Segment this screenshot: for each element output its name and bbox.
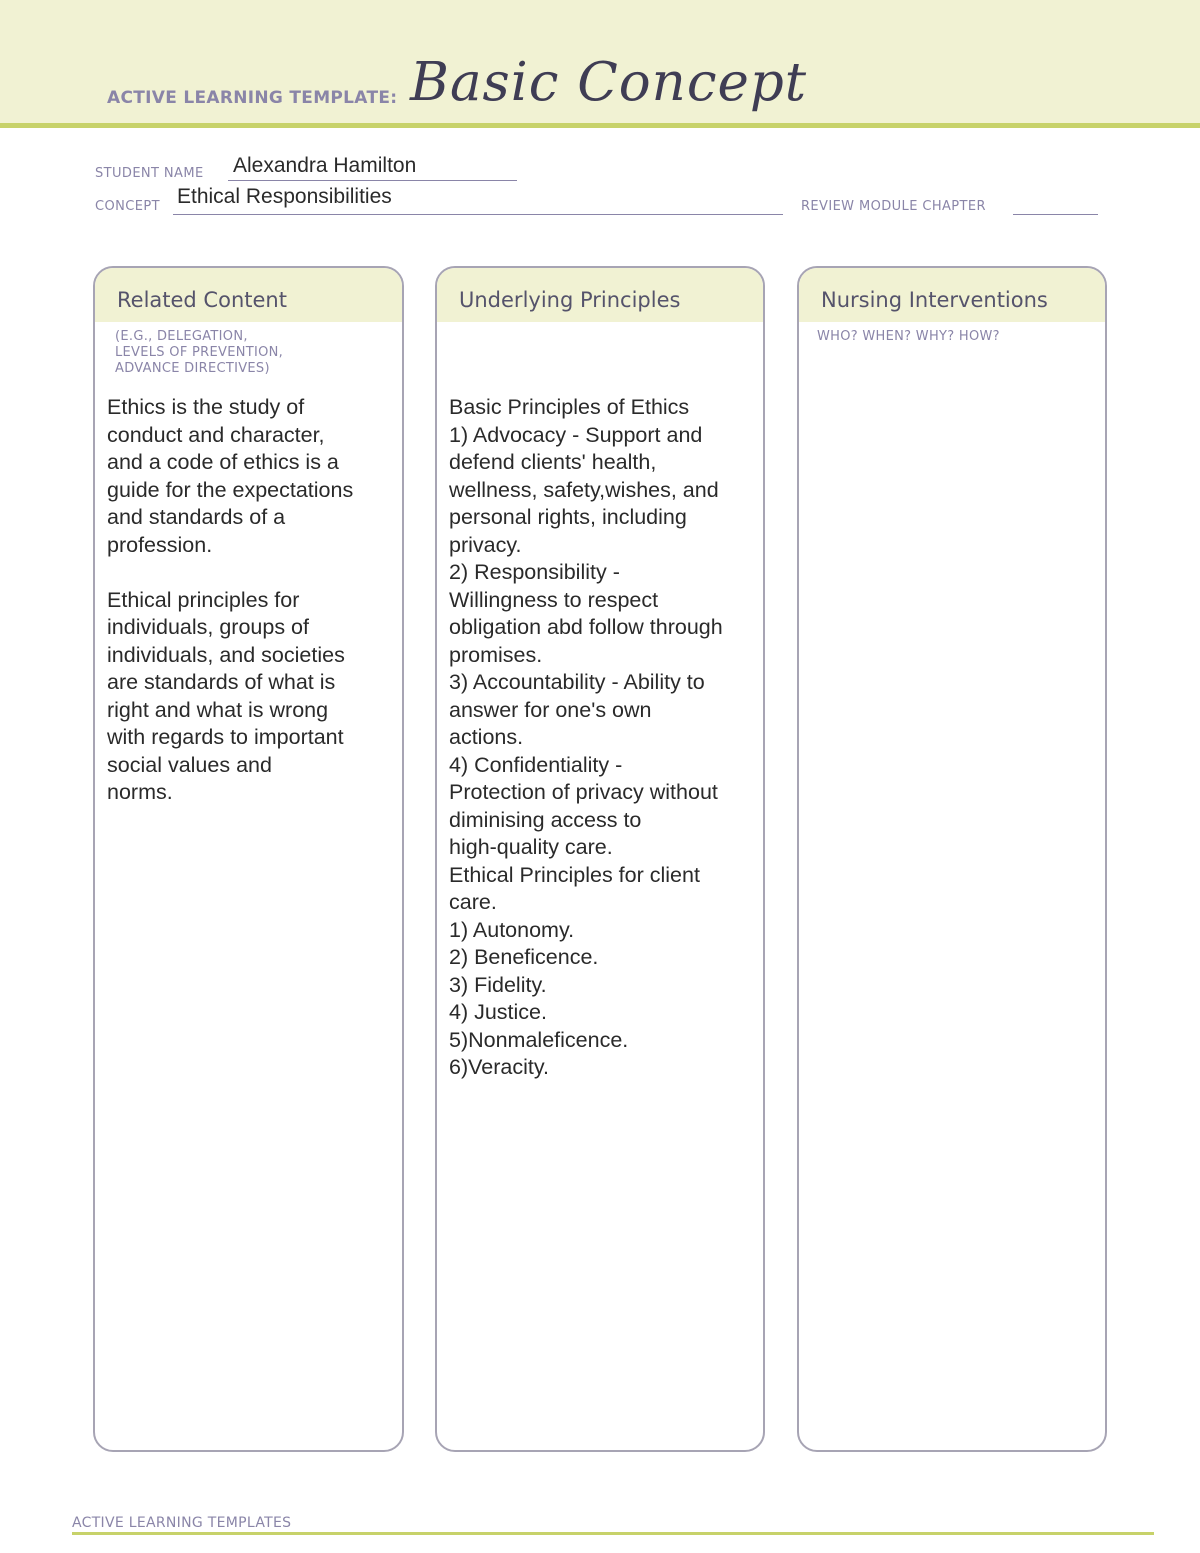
text-line: Willingness to respect xyxy=(449,587,659,612)
review-module-line xyxy=(1013,214,1098,215)
text-line: answer for one's own xyxy=(449,697,652,722)
text-line: guide for the expectations xyxy=(107,477,354,502)
text-line: with regards to important xyxy=(107,725,344,749)
related-content-card xyxy=(93,266,404,1452)
text-line: individuals, groups of xyxy=(107,615,309,639)
text-line: Ethical principles for xyxy=(107,587,300,612)
text-line: obligation abd follow through xyxy=(449,615,723,639)
template-title: Basic Concept xyxy=(410,52,808,113)
text-line: defend clients' health, xyxy=(449,450,657,474)
text-line: 2) Responsibility - xyxy=(449,560,620,584)
related-content-text[interactable] xyxy=(107,394,394,807)
text-line: high-quality care. xyxy=(449,835,613,859)
text-line: diminising access to xyxy=(449,807,642,832)
subtitle-line: (E.G., DELEGATION, xyxy=(115,329,248,344)
nursing-interventions-text[interactable] xyxy=(811,394,1097,1424)
student-name-line xyxy=(228,180,517,181)
text-line: wellness, safety,wishes, and xyxy=(449,477,719,502)
text-line: Ethical Principles for client xyxy=(449,862,700,887)
text-line: 3) Accountability - Ability to xyxy=(449,670,705,694)
template-label: ACTIVE LEARNING TEMPLATE: xyxy=(107,88,398,108)
text-line: and standards of a xyxy=(107,505,286,529)
text-line: 4) Justice. xyxy=(449,1000,547,1024)
concept-line xyxy=(173,214,783,215)
related-content-subtitle xyxy=(115,329,283,377)
text-line: profession. xyxy=(107,532,213,557)
concept-label: CONCEPT xyxy=(95,199,160,214)
text-line: Protection of privacy without xyxy=(449,780,718,804)
text-line: social values and xyxy=(107,752,272,777)
text-line: individuals, and societies xyxy=(107,642,345,667)
subtitle-line: LEVELS OF PREVENTION, xyxy=(115,345,284,360)
text-line: norms. xyxy=(107,780,173,804)
student-name-label: STUDENT NAME xyxy=(95,166,204,181)
subtitle-line: ADVANCE DIRECTIVES) xyxy=(115,361,270,376)
text-line: conduct and character, xyxy=(107,422,325,447)
underlying-principles-card xyxy=(435,266,765,1452)
text-line: and a code of ethics is a xyxy=(107,450,339,474)
text-line: 2) Beneficence. xyxy=(449,945,599,969)
student-name-field[interactable]: Alexandra Hamilton xyxy=(233,154,417,177)
text-line: privacy. xyxy=(449,532,522,557)
footer-label: ACTIVE LEARNING TEMPLATES xyxy=(72,1515,292,1531)
text-line: promises. xyxy=(449,642,543,667)
underlying-principles-title: Underlying Principles xyxy=(459,288,681,312)
text-line: 5)Nonmaleficence. xyxy=(449,1027,629,1052)
text-line: Basic Principles of Ethics xyxy=(449,395,690,419)
review-module-label: REVIEW MODULE CHAPTER xyxy=(801,199,986,214)
text-line: are standards of what is xyxy=(107,670,336,694)
text-line: 4) Confidentiality - xyxy=(449,752,623,777)
concept-field[interactable]: Ethical Responsibilities xyxy=(177,185,392,208)
text-line xyxy=(107,559,394,587)
underlying-principles-text[interactable] xyxy=(449,394,755,1082)
header-divider xyxy=(0,123,1200,128)
text-line: 1) Advocacy - Support and xyxy=(449,422,703,447)
text-line: care. xyxy=(449,890,497,914)
text-line: right and what is wrong xyxy=(107,697,329,722)
nursing-interventions-card xyxy=(797,266,1107,1452)
footer-divider xyxy=(72,1532,1154,1535)
text-line: 3) Fidelity. xyxy=(449,972,547,997)
text-line: personal rights, including xyxy=(449,505,687,529)
related-content-title: Related Content xyxy=(117,288,287,312)
text-line: 1) Autonomy. xyxy=(449,917,575,942)
text-line: 6)Veracity. xyxy=(449,1055,549,1079)
text-line: actions. xyxy=(449,725,524,749)
text-line: Ethics is the study of xyxy=(107,395,305,419)
nursing-interventions-title: Nursing Interventions xyxy=(821,288,1048,312)
nursing-interventions-subtitle: WHO? WHEN? WHY? HOW? xyxy=(817,329,1000,344)
